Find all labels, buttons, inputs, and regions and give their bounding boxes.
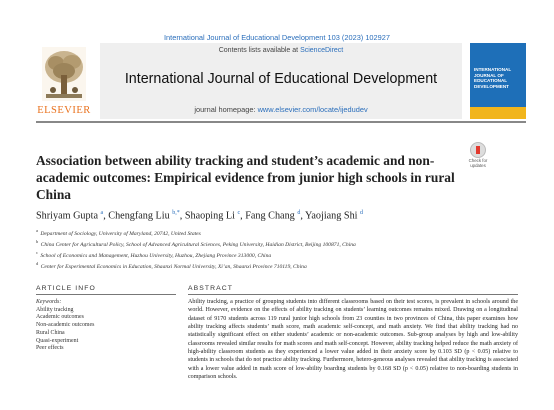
abstract-heading: ABSTRACT	[188, 285, 234, 292]
cover-accent-bar	[470, 107, 526, 119]
author-name[interactable]: Fang Chang	[245, 210, 295, 222]
affiliation-item: $^d$ Center for Experimental Economics in Education, Shaanxi Normal University, Xi’an, Shaanxi Province 710119, China	[36, 261, 307, 271]
elsevier-wordmark: ELSEVIER	[37, 105, 91, 116]
journal-cover-image[interactable]	[470, 43, 526, 119]
cover-title: INTERNATIONAL JOURNAL OF EDUCATIONAL DEVELOPMENT	[474, 67, 512, 89]
affiliation-item: $^a$ Department of Sociology, University of Maryland, 20742, United States	[36, 228, 201, 237]
elsevier-tree-icon	[42, 47, 86, 101]
sciencedirect-link[interactable]: ScienceDirect	[300, 47, 344, 54]
elsevier-logo[interactable]	[36, 47, 92, 117]
abstract-divider	[188, 294, 518, 295]
author-affiliation-marker[interactable]: c	[237, 210, 241, 216]
author-list: Shriyam Gupta $^a$, Chengfang Liu $^{b,*}$, Shaoping Li $^c$, Fang Chang $^d$, Yaojiang Shi $^d$	[36, 210, 364, 222]
keyword-item: Peer effects	[36, 345, 64, 352]
affiliation-item: $^c$ School of Economics and Management, Huzhou University, Huzhou, Zhejiang Province 313000, China	[36, 250, 272, 260]
author-affiliation-marker[interactable]: a	[100, 210, 104, 216]
check-for-updates-label: Check for updates	[468, 158, 488, 168]
journal-homepage-link[interactable]: www.elsevier.com/locate/ijedudev	[257, 105, 368, 114]
keyword-item: Non-academic outcomes	[36, 322, 95, 329]
contents-available-line	[100, 47, 462, 54]
keywords-title: Keywords:	[36, 299, 62, 305]
article-title: Association between ability tracking and student’s academic and non-academic outcomes: Empirical evidence from junior high schools in rural China	[36, 153, 455, 202]
affiliation-list	[36, 227, 506, 272]
author-affiliation-marker[interactable]: d	[360, 210, 364, 216]
contents-prefix: Contents lists available at	[218, 47, 301, 54]
article-info-divider	[36, 294, 176, 295]
crossmark-icon	[470, 142, 486, 158]
keyword-item: Academic outcomes	[36, 314, 84, 321]
author-name[interactable]: Shriyam Gupta	[36, 210, 98, 222]
author-name[interactable]: Yaojiang Shi	[305, 210, 358, 222]
keyword-item: Quasi-experiment	[36, 337, 79, 344]
keyword-item: Rural China	[36, 329, 65, 336]
author-name[interactable]: Shaoping Li	[184, 210, 235, 222]
check-for-updates-button[interactable]	[465, 142, 491, 172]
author-name[interactable]: Chengfang Liu	[108, 210, 170, 222]
abstract-body: Ability tracking, a practice of grouping students into different classrooms based on their test scores, is prevalent in schools around the world. However, evidence on the effects of ability tracking on students’ learning outcomes remains mixed. Drawing on a longitudinal dataset of 9170 students across 119 rural junior high schools from 23 counties in two provinces of China, this paper examines how ability tracking affects students’ math score, math academic self-concept, and math anxiety. We find that ability tracking had no statistically significant effect on either students’ academic or non-academic outcomes. Sub-group analyses by high and low-ability classrooms revealed similar results for math scores and math self-concept. However, ability tracking helped reduce the math anxiety of high-ability classroom students as they experienced a lower value added in their anxiety score by 0.103 SD (p < 0.05) relative to students in schools that do not practice ability tracking. Furthermore, hetero-geneous analyses revealed that ability tracking is associated with a lower value added in math score of low-ability boarding students by 0.168 SD (p < 0.05) relative to non-boarding students in comparison schools.	[188, 299, 518, 381]
keywords-list	[36, 299, 176, 353]
keyword-item: Ability tracking	[36, 306, 74, 313]
affiliation-item: $^b$ China Center for Agricultural Policy, School of Advanced Agricultural Sciences, Peking University, Haidian District, Beijing 100871, China	[36, 239, 356, 249]
article-info-heading: ARTICLE INFO	[36, 285, 96, 292]
author-affiliation-marker[interactable]: d	[297, 210, 301, 216]
homepage-prefix: journal homepage:	[194, 105, 258, 114]
author-affiliation-marker[interactable]: b,*	[172, 210, 180, 216]
journal-title: International Journal of Educational Development	[124, 71, 438, 87]
journal-citation-link[interactable]: International Journal of Educational Development 103 (2023) 102927	[164, 33, 390, 42]
journal-masthead	[36, 43, 526, 123]
journal-homepage-line	[100, 105, 462, 114]
journal-header-band	[100, 43, 462, 119]
